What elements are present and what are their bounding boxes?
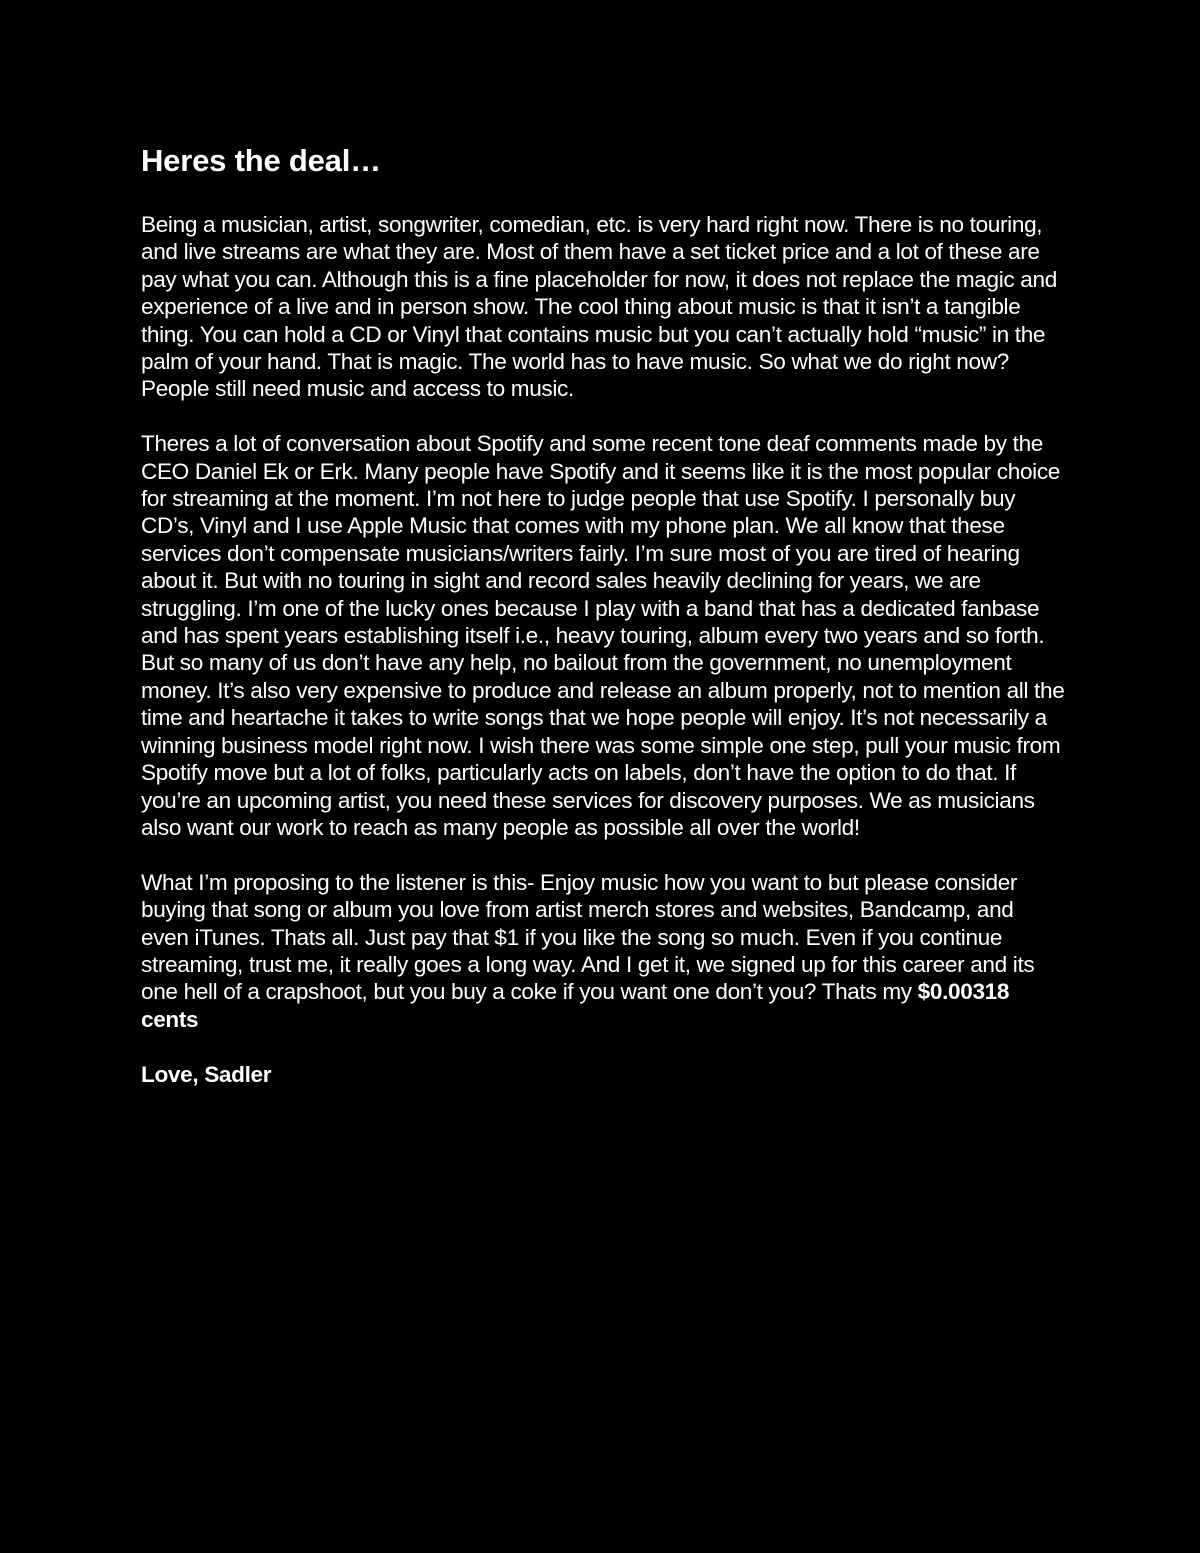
signoff: Love, Sadler <box>141 1061 272 1087</box>
paragraph-proposal <box>141 869 1066 1033</box>
proposal-emphasis: $0.00318 cents <box>141 979 1010 1032</box>
paragraph-spotify: Theres a lot of conversation about Spotify and some recent tone deaf comments made by the CEO Daniel Ek or Erk. Many people have Spotify and it seems like it is the most popular choice for streaming at the moment. I’m not here to judge people that use Spotify. I personally buy CD’s, Vinyl and I use Apple Music that comes with my phone plan. We all know that these services don’t compensate musicians/writers fairly. I’m sure most of you are tired of hearing about it. But with no touring in sight and record sales heavily declining for years, we are struggling. I’m one of the lucky ones because I play with a band that has a dedicated fanbase and has spent years establishing itself i.e., heavy touring, album every two years and so forth. But so many of us don’t have any help, no bailout from the government, no unemployment money. It’s also very expensive to produce and release an album properly, not to mention all the time and heartache it takes to write songs that we hope people will enjoy. It’s not necessarily a winning business model right now. I wish there was some simple one step, pull your music from Spotify move but a lot of folks, particularly acts on labels, don’t have the option to do that. If you’re an upcoming artist, you need these services for discovery purposes. We as musicians also want our work to reach as many people as possible all over the world! <box>141 431 1065 840</box>
letter-title: Heres the deal… <box>141 143 381 178</box>
proposal-text: What I’m proposing to the listener is this- Enjoy music how you want to but please consider buying that song or album you love from artist merch stores and websites, Bandcamp, and even iTunes. Thats all. Just pay that $1 if you like the song so much. Even if you continue streaming, trust me, it really goes a long way. And I get it, we signed up for this career and its one hell of a crapshoot, but you buy a coke if you want one don’t you? Thats my <box>141 869 1035 1005</box>
paragraph-intro: Being a musician, artist, songwriter, comedian, etc. is very hard right now. There is no touring, and live streams are what they are. Most of them have a set ticket price and a lot of these are pay what you can. Although this is a fine placeholder for now, it does not replace the magic and experience of a live and in person show. The cool thing about music is that it isn’t a tangible thing. You can hold a CD or Vinyl that contains music but you can’t actually hold “music” in the palm of your hand. That is magic. The world has to have music. So what we do right now? People still need music and access to music. <box>141 212 1057 402</box>
letter <box>141 141 1066 1088</box>
